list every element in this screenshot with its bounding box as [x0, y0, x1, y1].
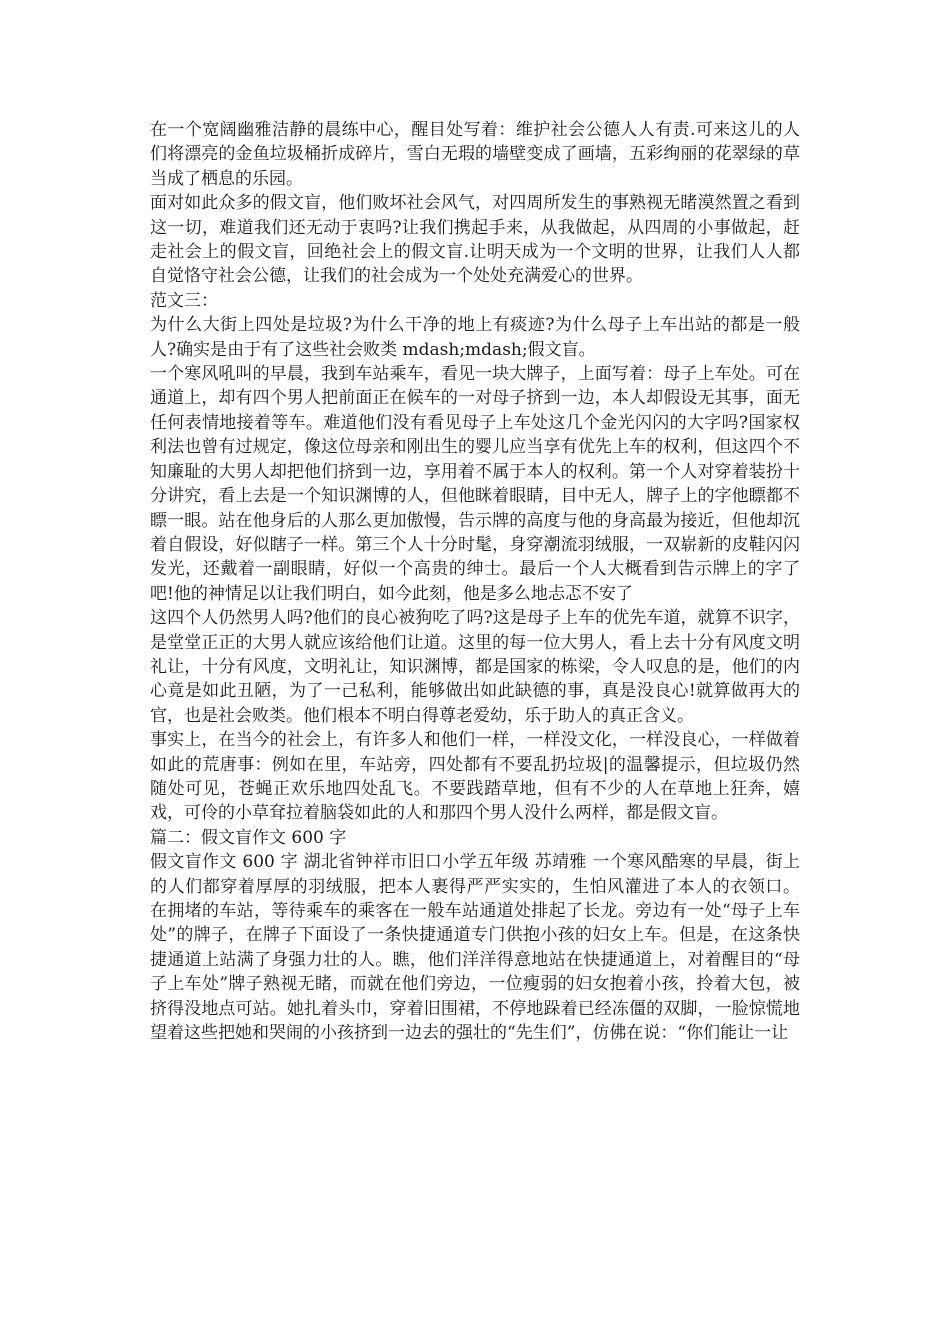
- section-heading-sample-three: 范文三：: [150, 290, 218, 311]
- paragraph-four-men-critique: 这四个人仍然男人吗?他们的良心被狗吃了吗?这是母子上车的优先车道，就算不识字，是堂堂正正的大男人就应该给他们让道。这里的每一位大男人，看上去十分有风度文明礼让，十分有风度，文明礼让，知识渊博，都是国家的栋梁，令人叹息的是，他们的内心竟是如此丑陋，为了一己私利，能够做出如此缺德的事，真是没良心!就算做再大的官，也是社会败类。他们根本不明白得尊老爱幼，乐于助人的真正含义。: [150, 608, 800, 726]
- paragraph-essay-two-body: 假文盲作文 600 字 湖北省钟祥市旧口小学五年级 苏靖雅 一个寒风酷寒的早晨，街上的人们都穿着厚厚的羽绒服，把本人裹得严严实实的，生怕风灌进了本人的衣领口。 在拥堵的车站，等待乘车的乘客在一般车站通道处排起了长龙。旁边有一处“母子上车处”的牌子，在牌子下面设了一条快捷通道专门供抱小孩的妇女上车。但是，在这条快捷通道上站满了身强力壮的人。瞧，他们洋洋得意地站在快捷通道上，对着醒目的“母子上车处”牌子熟视无睹，而就在他们旁边，一位瘦弱的妇女抱着小孩，拎着大包，被挤得没地点可站。她扎着头巾，穿着旧围裙，不停地跺着已经冻僵的双脚，一脸惊慌地望着这些把她和哭闹的小孩挤到一边去的强壮的“先生们”，仿佛在说：“你们能让一让: [150, 852, 800, 1044]
- paragraph-call-to-action: 面对如此众多的假文盲，他们败坏社会风气，对四周所发生的事熟视无睹漠然置之看到这一切，难道我们还无动于衷吗?让我们携起手来，从我做起，从四周的小事做起，赶走社会上的假文盲，回绝社会上的假文盲.让明天成为一个文明的世界，让我们人人都自觉恪守社会公德，让我们的社会成为一个处处充满爱心的世界。: [150, 193, 800, 287]
- paragraph-bus-station-story: 一个寒风吼叫的早晨，我到车站乘车，看见一块大牌子，上面写着：母子上车处。可在通道上，却有四个男人把前面正在候车的一对母子挤到一边，本人却假设无其事，面无任何表情地接着等车。难道他们没有看见母子上车处这几个金光闪闪的大字吗?国家权利法也曾有过规定，像这位母亲和刚出生的婴儿应当享有优先上车的权利，但这四个不知廉耻的大男人却把他们挤到一边，享用着不属于本人的权利。第一个人对穿着装扮十分讲究，看上去是一个知识渊博的人，但他眯着眼睛，目中无人，牌子上的字他瞟都不瞟一眼。站在他身后的人那么更加傲慢，告示牌的高度与他的身高最为接近，但他却沉着自假设，好似瞎子一样。第三个人十分时髦，身穿潮流羽绒服，一双崭新的皮鞋闪闪发光，还戴着一副眼睛，好似一个高贵的绅士。最后一个人大概看到告示牌上的字了吧!他的神情足以让我们明白，如今此刻，他是多么地忐忑不安了: [150, 364, 800, 604]
- paragraph-park-intro: 在一个宽阔幽雅洁静的晨练中心，醒目处写着：维护社会公德人人有责.可来这儿的人们将漂亮的金鱼垃圾桶折成碎片，雪白无瑕的墙壁变成了画墙，五彩绚丽的花翠绿的草当成了栖息的乐园。: [150, 120, 800, 189]
- section-heading-essay-two: 篇二：假文盲作文 600 字: [150, 827, 347, 848]
- paragraph-society-reflection: 事实上，在当今的社会上，有许多人和他们一样，一样没文化，一样没良心，一样做着如此的荒唐事：例如在里，车站旁，四处都有不要乱扔垃圾|的温馨提示，但垃圾仍然随处可见，苍蝇正欢乐地四处乱飞。不要践踏草地，但有不少的人在草地上狂奔，嬉戏，可伶的小草耷拉着脑袋如此的人和那四个男人没什么两样，都是假文盲。: [150, 730, 800, 824]
- document-body: [150, 118, 800, 1045]
- paragraph-why-questions: 为什么大街上四处是垃圾?为什么干净的地上有痰迹?为什么母子上车出站的都是一般人?确实是由于有了这些社会败类 mdash;mdash;假文盲。: [150, 315, 800, 360]
